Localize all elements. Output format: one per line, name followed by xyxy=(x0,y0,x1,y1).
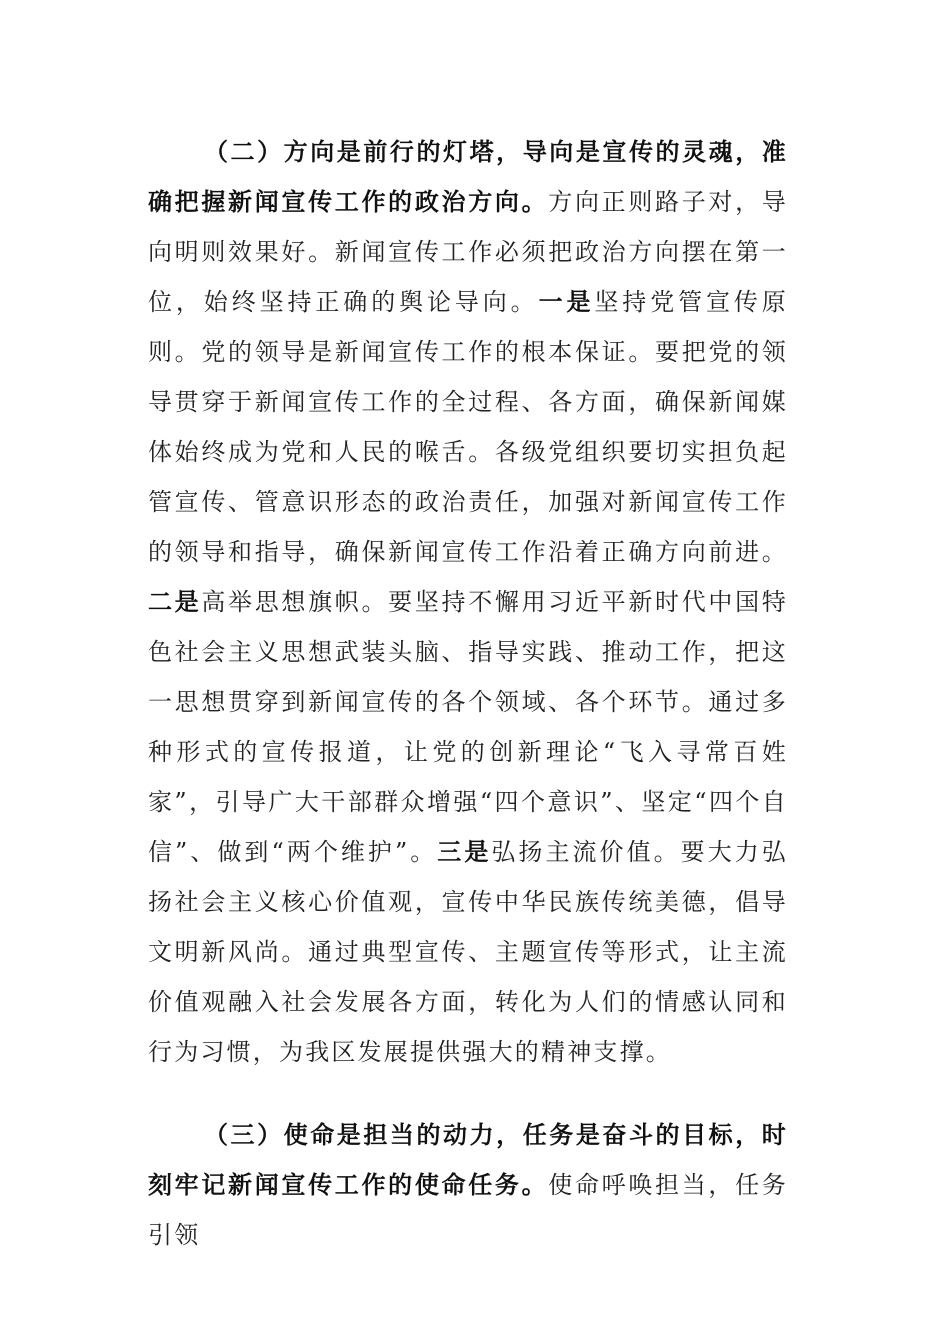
point-text: 弘扬主流价值。要大力弘扬社会主义核心价值观，宣传中华民族传统美德，倡导文明新风尚。通过典型宣传、主题宣传等形式，让主流价值观融入社会发展各方面，转化为人们的情感认同和行为习惯，为我区发展提供强大的精神支撑。 xyxy=(148,838,788,1066)
paragraph-heading: （三）使命是担当的动力，任务是奋斗的目标，时刻牢记新闻宣传工作的使命任务。 xyxy=(148,1120,788,1199)
paragraph-text: 使命呼唤担当，任务引领 xyxy=(148,1171,788,1249)
point-text: 高举思想旗帜。要坚持不懈用习近平新时代中国特色社会主义思想武装头脑、指导实践、推动工作，把这一思想贯穿到新闻宣传的各个领域、各个环节。通过多种形式的宣传报道，让党的创新理论“飞入寻常百姓家”，引导广大干部群众增强“四个意识”、坚定“四个自信”、做到“两个维护”。 xyxy=(148,588,788,866)
paragraph-mission xyxy=(148,1110,788,1260)
paragraph-direction xyxy=(148,127,788,1077)
point-text: 坚持党管宣传原则。党的领导是新闻宣传工作的根本保证。要把党的领导贯穿于新闻宣传工作的全过程、各方面，确保新闻媒体始终成为党和人民的喉舌。各级党组织要切实担负起管宣传、管意识形态的政治责任，加强对新闻宣传工作的领导和指导，确保新闻宣传工作沿着正确方向前进。 xyxy=(148,288,788,566)
point-label: 二是 xyxy=(148,587,202,616)
point-label: 一是 xyxy=(538,287,595,316)
paragraph-heading: （二）方向是前行的灯塔，导向是宣传的灵魂，准确把握新闻宣传工作的政治方向。 xyxy=(148,137,788,216)
paragraph-text: 方向正则路子对，导向明则效果好。新闻宣传工作必须把政治方向摆在第一位，始终坚持正确的舆论导向。 xyxy=(148,188,788,316)
point-label: 三是 xyxy=(437,837,492,866)
